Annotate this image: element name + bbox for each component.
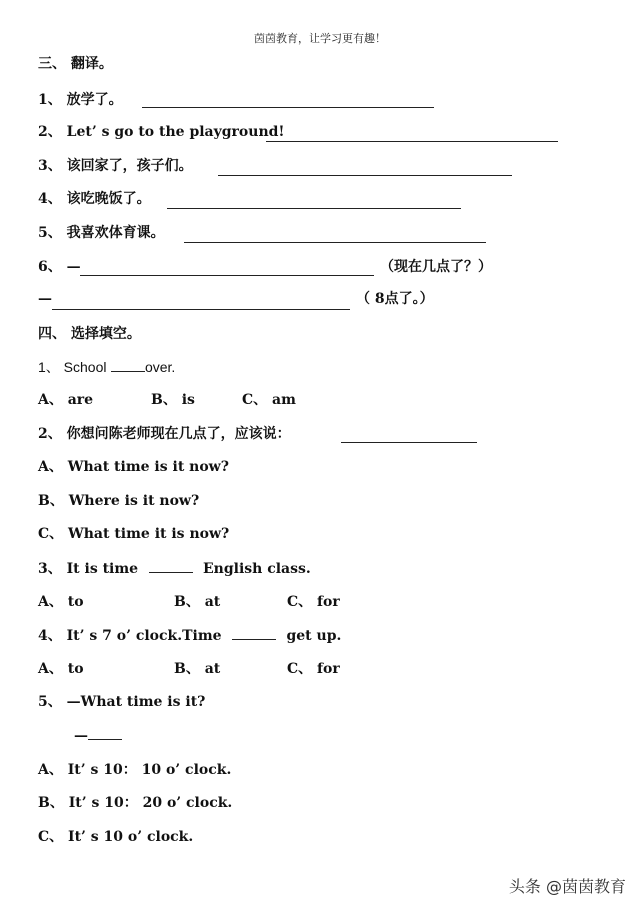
question-4-1: [38, 357, 175, 377]
option-4-2-c: C、 What time it is now?: [38, 526, 230, 542]
question-4-5-dash: —: [74, 728, 88, 744]
answer-line-4-2: [341, 442, 477, 443]
option-4-4-c: C、 for: [287, 661, 340, 677]
answer-line-3-2: [266, 141, 558, 142]
question-3-3: 3、 该回家了，孩子们。: [38, 158, 193, 174]
question-3-5: 5、 我喜欢体育课。: [38, 225, 165, 241]
option-4-3-c: C、 for: [287, 594, 340, 610]
question-4-5-answer: [74, 725, 122, 745]
option-4-5-b: B、 It’ s 10： 20 o’ clock.: [38, 795, 233, 811]
answer-line-3-1: [142, 107, 434, 108]
option-4-1-b: B、 is: [151, 392, 195, 408]
question-3-1: 1、 放学了。: [38, 92, 123, 108]
question-3-6b: —: [38, 291, 52, 307]
question-4-4: [38, 625, 341, 645]
blank-4-4: [232, 625, 276, 640]
answer-line-3-5: [184, 242, 486, 243]
answer-line-3-6a: [80, 275, 374, 276]
answer-line-3-3: [218, 175, 512, 176]
question-4-1-text-b: over.: [144, 359, 176, 375]
watermark: 头条 @茵茵教育: [508, 877, 626, 896]
blank-4-1: [111, 357, 145, 372]
option-4-2-a: A、 What time is it now?: [38, 459, 229, 475]
option-4-5-a: A、 It’ s 10： 10 o’ clock.: [38, 762, 232, 778]
question-3-6b-hint: （ 8点了。）: [356, 291, 434, 307]
answer-line-3-4: [167, 208, 461, 209]
section-4-title: 四、 选择填空。: [38, 326, 141, 342]
section-3-title: 三、 翻译。: [38, 56, 113, 72]
blank-4-3: [149, 558, 193, 573]
question-4-4-text-b: get up.: [286, 628, 342, 644]
option-4-2-b: B、 Where is it now?: [38, 493, 200, 509]
blank-4-5: [88, 725, 122, 740]
option-4-1-c: C、 am: [242, 392, 296, 408]
option-4-3-a: A、 to: [38, 594, 84, 610]
question-4-5: 5、 —What time is it?: [38, 694, 206, 710]
question-4-4-text-a: 4、 It’ s 7 o’ clock.Time: [38, 628, 222, 644]
question-4-1-text-a: 1、 School: [38, 359, 107, 375]
question-3-6: 6、 —: [38, 259, 81, 275]
option-4-5-c: C、 It’ s 10 o’ clock.: [38, 829, 194, 845]
question-4-3: [38, 558, 311, 578]
option-4-3-b: B、 at: [174, 594, 221, 610]
question-4-3-text-a: 3、 It is time: [38, 561, 139, 577]
page-header: 茵茵教育，让学习更有趣！: [254, 32, 386, 45]
option-4-4-b: B、 at: [174, 661, 221, 677]
question-4-3-text-b: English class.: [203, 561, 311, 577]
answer-line-3-6b: [52, 309, 350, 310]
question-3-2: 2、 Let’ s go to the playground!: [38, 124, 285, 140]
option-4-1-a: A、 are: [38, 392, 94, 408]
question-3-4: 4、 该吃晚饭了。: [38, 191, 151, 207]
option-4-4-a: A、 to: [38, 661, 84, 677]
question-3-6-hint: （现在几点了？）: [380, 259, 492, 275]
question-4-2: 2、 你想问陈老师现在几点了，应该说：: [38, 426, 291, 442]
